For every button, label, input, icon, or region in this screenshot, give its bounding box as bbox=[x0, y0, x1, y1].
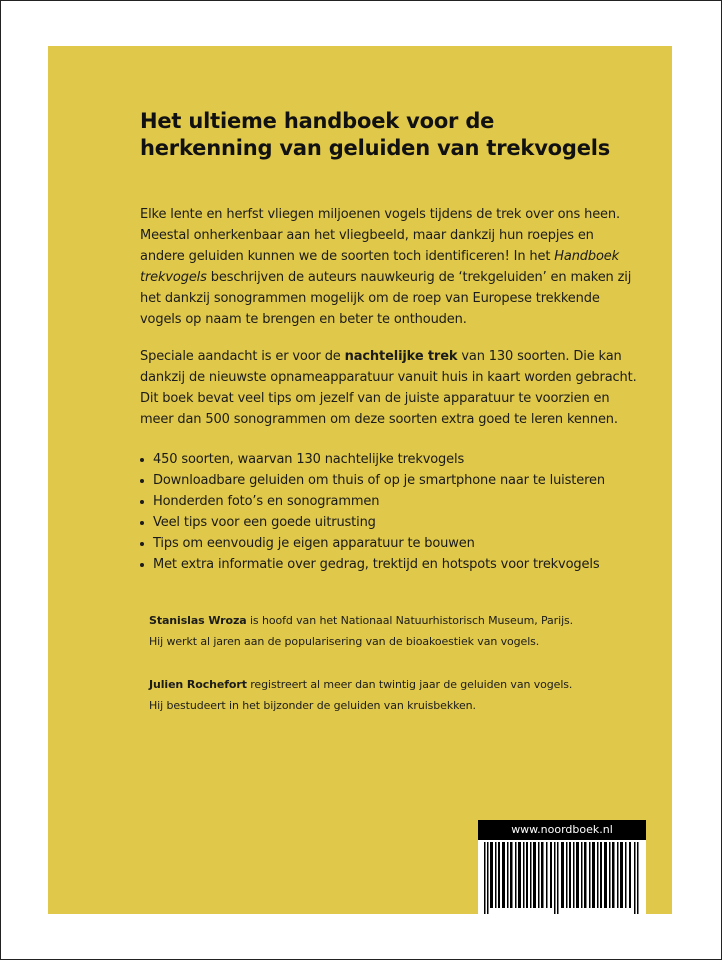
feature-text: Met extra informatie over gedrag, trektijd en hotspots voor trekvogels bbox=[153, 557, 600, 572]
feature-text: Veel tips voor een goede uitrusting bbox=[153, 515, 376, 530]
intro-text-1: Elke lente en herfst vliegen miljoenen vogels tijdens de trek over ons heen. Meestal onherkenbaar aan het vliegbeeld, maar dankzij hun roepjes en andere geluiden kunnen we de soorten toch identificeren! In het bbox=[140, 207, 620, 264]
bullet-icon bbox=[140, 521, 144, 525]
author-name: Stanislas Wroza bbox=[149, 614, 247, 627]
bullet-icon bbox=[140, 500, 144, 504]
intro-text-2: beschrijven de auteurs nauwkeurig de ‘trekgeluiden’ en maken zij het dankzij sonogrammen mogelijk om de roep van Europese trekkende vogels op naam te brengen en beter te onthouden. bbox=[140, 270, 632, 327]
night-migration-bold: nachtelijke trek bbox=[344, 349, 458, 364]
isbn-barcode-icon bbox=[484, 842, 640, 914]
author-name: Julien Rochefort bbox=[149, 678, 247, 691]
author-bio-rochefort bbox=[149, 674, 629, 716]
bullet-icon bbox=[140, 458, 144, 462]
special-paragraph bbox=[140, 346, 640, 430]
bullet-icon bbox=[140, 479, 144, 483]
publisher-url[interactable]: www.noordboek.nl bbox=[478, 820, 646, 840]
list-item bbox=[140, 512, 640, 533]
book-title-italic: Handboek trekvogels bbox=[140, 249, 620, 285]
feature-list bbox=[140, 449, 640, 575]
author-bio-line2: Hij werkt al jaren aan de popularisering van de bioakoestiek van vogels. bbox=[149, 635, 540, 648]
bullet-icon bbox=[140, 563, 144, 567]
special-text-2: van 130 soorten. Die kan dankzij de nieuwste opnameapparatuur vanuit huis in kaart worden gebracht. Dit boek bevat veel tips om jezelf van de juiste apparatuur te voorzien en meer dan 500 sonogrammen om deze soorten extra goed te leren kennen. bbox=[140, 349, 637, 427]
feature-text: 450 soorten, waarvan 130 nachtelijke trekvogels bbox=[153, 452, 465, 467]
author-bio-wroza bbox=[149, 610, 629, 652]
bullet-icon bbox=[140, 542, 144, 546]
author-bio-line2: Hij bestudeert in het bijzonder de geluiden van kruisbekken. bbox=[149, 699, 476, 712]
feature-text: Downloadbare geluiden om thuis of op je smartphone naar te luisteren bbox=[153, 473, 605, 488]
list-item bbox=[140, 554, 640, 575]
author-bio-line1: is hoofd van het Nationaal Natuurhistorisch Museum, Parijs. bbox=[246, 614, 574, 627]
barcode-panel bbox=[478, 820, 646, 914]
page-title: Het ultieme handboek voor de herkenning van geluiden van trekvogels bbox=[140, 109, 611, 160]
feature-text: Honderden foto’s en sonogrammen bbox=[153, 494, 380, 509]
list-item bbox=[140, 449, 640, 470]
list-item bbox=[140, 470, 640, 491]
author-bio-line1: registreert al meer dan twintig jaar de geluiden van vogels. bbox=[246, 678, 573, 691]
list-item bbox=[140, 533, 640, 554]
feature-text: Tips om eenvoudig je eigen apparatuur te bouwen bbox=[153, 536, 475, 551]
special-text-1: Speciale aandacht is er voor de bbox=[140, 349, 345, 364]
list-item bbox=[140, 491, 640, 512]
intro-paragraph bbox=[140, 204, 640, 330]
